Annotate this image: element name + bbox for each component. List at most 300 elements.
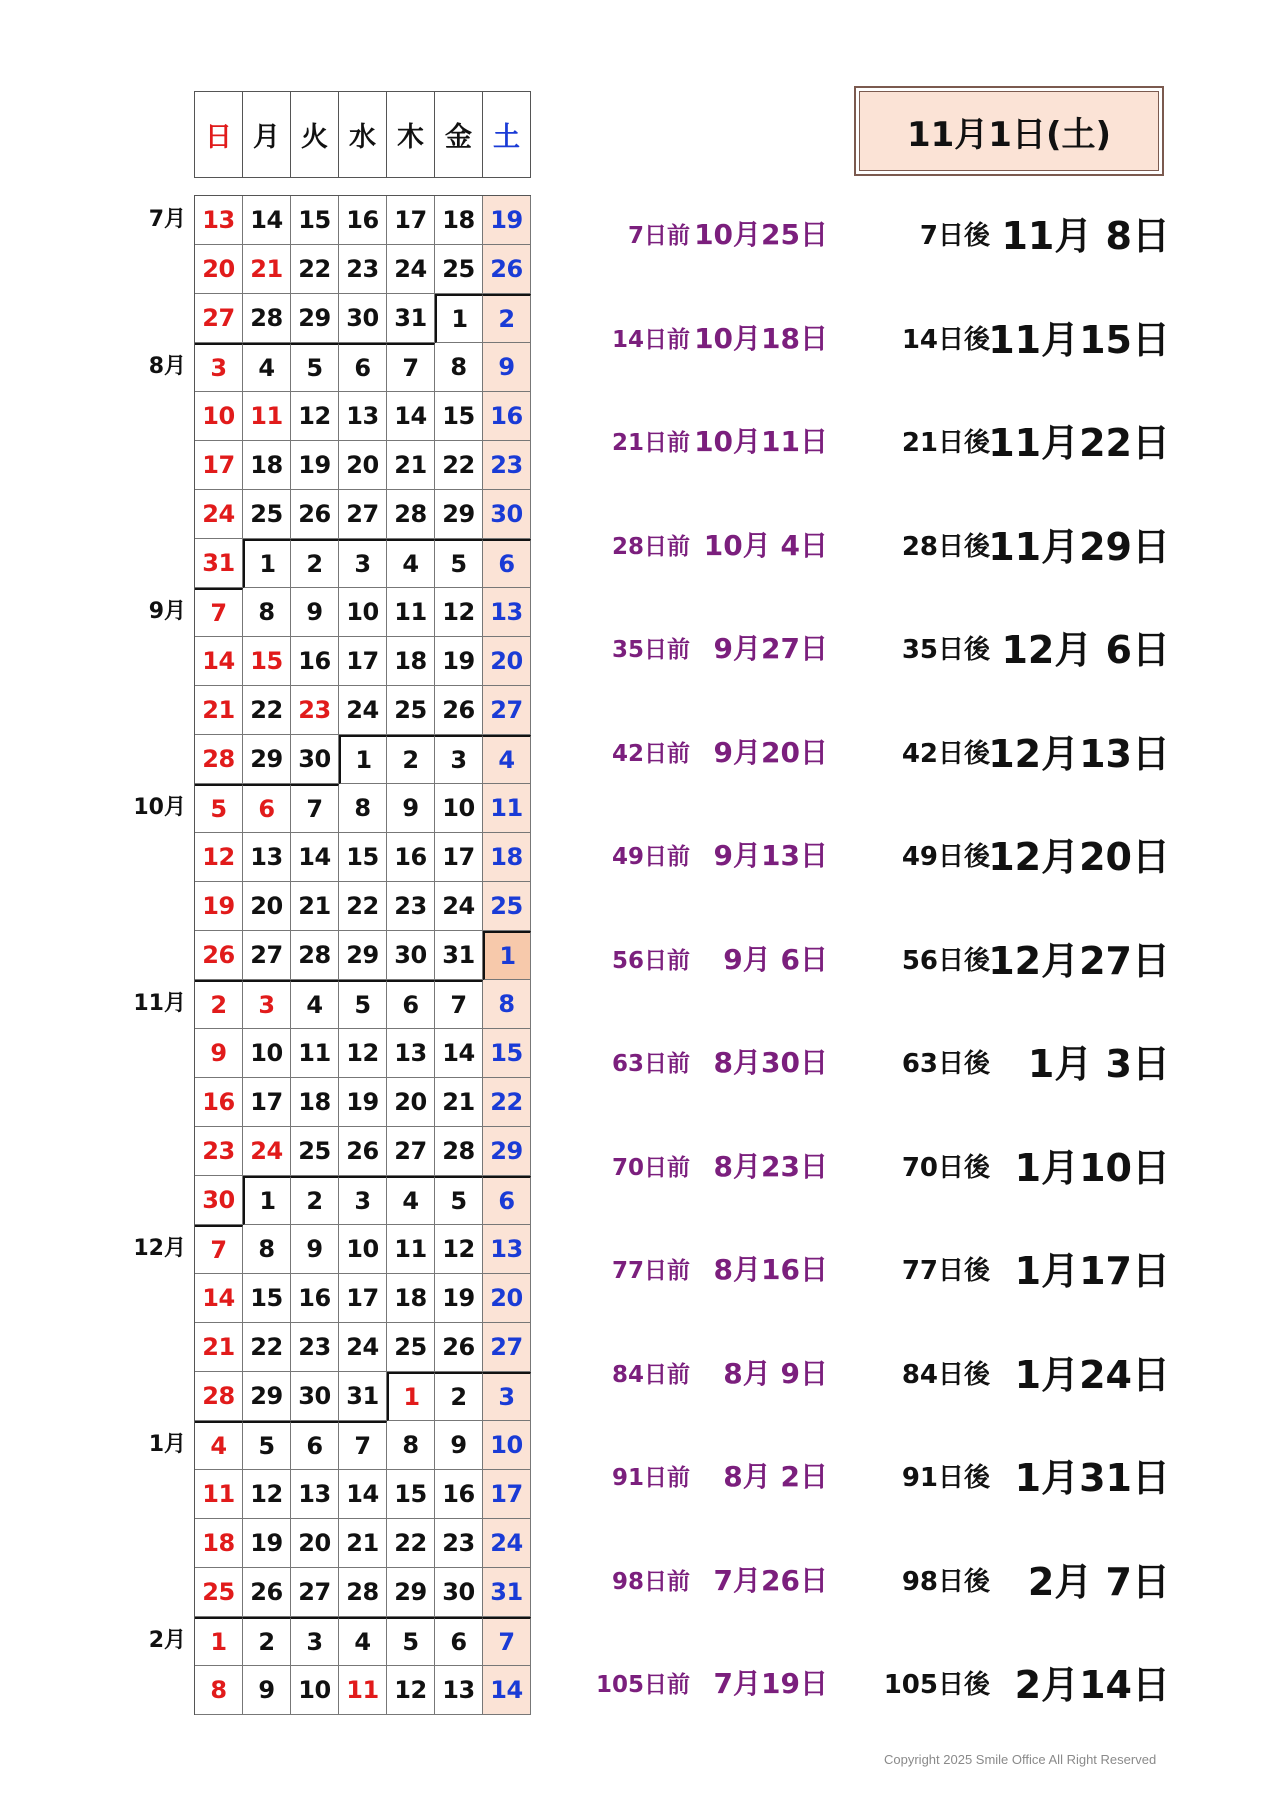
calendar-day: 3 [483, 1372, 531, 1421]
after-label: 98日後 [901, 1566, 990, 1597]
calendar-day: 19 [195, 882, 243, 931]
offset-row [0, 516, 1280, 569]
calendar-day: 11 [387, 588, 435, 637]
calendar-day: 22 [243, 686, 291, 735]
calendar-day: 10 [435, 784, 483, 833]
calendar-day: 4 [483, 735, 531, 784]
calendar-day: 25 [435, 245, 483, 294]
before-label: 84日前 [611, 1361, 690, 1388]
calendar-day: 9 [195, 1029, 243, 1078]
calendar-day: 20 [339, 441, 387, 490]
calendar-day: 23 [435, 1519, 483, 1568]
calendar-day: 31 [435, 931, 483, 980]
calendar-day: 10 [339, 588, 387, 637]
calendar-day: 8 [243, 1225, 291, 1274]
after-label: 70日後 [901, 1152, 990, 1183]
calendar-day: 20 [387, 1078, 435, 1127]
weekday-header-cell: 月 [243, 92, 291, 178]
calendar-day: 27 [387, 1127, 435, 1176]
calendar-day: 11 [339, 1666, 387, 1715]
before-date: 10月25日 [694, 218, 828, 251]
calendar-day: 16 [435, 1470, 483, 1519]
before-date: 9月 6日 [723, 942, 828, 976]
calendar-day: 26 [243, 1568, 291, 1617]
offset-row [0, 205, 1280, 258]
calendar-day: 27 [195, 294, 243, 343]
before-date: 9月20日 [713, 735, 828, 769]
calendar-day: 17 [387, 196, 435, 245]
calendar-day: 23 [291, 686, 339, 735]
after-date: 12月 6日 [1001, 628, 1170, 672]
calendar-day: 19 [339, 1078, 387, 1127]
calendar-day: 14 [387, 392, 435, 441]
calendar-day: 29 [483, 1127, 531, 1176]
calendar-day: 1 [483, 931, 531, 980]
calendar-day: 12 [435, 1225, 483, 1274]
calendar-day: 28 [195, 735, 243, 784]
calendar-day: 14 [243, 196, 291, 245]
calendar-day: 30 [435, 1568, 483, 1617]
month-label: 7月 [148, 207, 186, 232]
calendar-day: 5 [291, 343, 339, 392]
after-date: 1月17日 [1014, 1249, 1170, 1293]
target-date-text: 11月1日(土) [859, 91, 1159, 171]
calendar-day: 16 [195, 1078, 243, 1127]
calendar-day: 5 [387, 1617, 435, 1666]
calendar-day: 12 [291, 392, 339, 441]
calendar-day: 28 [195, 1372, 243, 1421]
calendar-day: 12 [435, 588, 483, 637]
calendar-day: 12 [387, 1666, 435, 1715]
calendar-day: 14 [435, 1029, 483, 1078]
calendar-day: 2 [243, 1617, 291, 1666]
calendar-day: 30 [387, 931, 435, 980]
calendar-day: 14 [195, 1274, 243, 1323]
offset-row [0, 1240, 1280, 1293]
calendar-day: 5 [195, 784, 243, 833]
weekday-header-cell: 水 [339, 92, 387, 178]
calendar-day: 19 [435, 637, 483, 686]
calendar-day: 25 [291, 1127, 339, 1176]
offset-row [0, 309, 1280, 362]
after-label: 21日後 [901, 428, 990, 458]
before-label: 70日前 [611, 1154, 690, 1181]
calendar-day: 18 [483, 833, 531, 882]
calendar-day: 11 [483, 784, 531, 833]
calendar-day: 22 [243, 1323, 291, 1372]
after-date: 11月 8日 [1001, 214, 1170, 258]
calendar-day: 20 [195, 245, 243, 294]
calendar-day: 3 [339, 539, 387, 588]
month-label: 10月 [133, 795, 186, 820]
offset-row [0, 1137, 1280, 1190]
calendar-day: 3 [195, 343, 243, 392]
calendar-day: 16 [291, 1274, 339, 1323]
calendar-day: 25 [387, 686, 435, 735]
calendar-day: 24 [339, 686, 387, 735]
offset-row [0, 1551, 1280, 1604]
calendar-day: 2 [387, 735, 435, 784]
month-label: 12月 [133, 1236, 186, 1261]
before-date: 8月 2日 [723, 1460, 828, 1493]
calendar-day: 27 [483, 1323, 531, 1372]
calendar-day: 15 [243, 1274, 291, 1323]
calendar-day: 20 [483, 1274, 531, 1323]
calendar-day: 2 [483, 294, 531, 343]
calendar-day: 4 [291, 980, 339, 1029]
before-date: 7月19日 [713, 1667, 828, 1700]
calendar-day: 9 [291, 588, 339, 637]
calendar-day: 27 [291, 1568, 339, 1617]
calendar-day: 15 [483, 1029, 531, 1078]
calendar-day: 29 [435, 490, 483, 539]
offset-row [0, 619, 1280, 672]
calendar-day: 8 [243, 588, 291, 637]
calendar-day: 30 [291, 1372, 339, 1421]
calendar-day: 18 [243, 441, 291, 490]
calendar-day: 25 [195, 1568, 243, 1617]
calendar-day: 22 [291, 245, 339, 294]
calendar-day: 28 [387, 490, 435, 539]
calendar-day: 19 [435, 1274, 483, 1323]
calendar-day: 17 [339, 1274, 387, 1323]
calendar-day: 18 [387, 637, 435, 686]
after-label: 105日後 [883, 1670, 990, 1700]
calendar-day: 30 [291, 735, 339, 784]
calendar-day: 1 [387, 1372, 435, 1421]
calendar-day: 2 [435, 1372, 483, 1421]
offset-row [0, 826, 1280, 879]
calendar-day: 7 [339, 1421, 387, 1470]
after-label: 14日後 [901, 324, 990, 355]
calendar-day: 7 [195, 588, 243, 637]
after-label: 91日後 [901, 1463, 990, 1493]
calendar-day: 5 [243, 1421, 291, 1470]
calendar-day: 17 [435, 833, 483, 882]
before-date: 9月27日 [713, 632, 828, 665]
calendar-day: 12 [195, 833, 243, 882]
calendar-day: 31 [387, 294, 435, 343]
after-date: 1月31日 [1014, 1456, 1170, 1500]
calendar-day: 10 [195, 392, 243, 441]
offset-row [0, 1447, 1280, 1500]
calendar-day: 11 [243, 392, 291, 441]
after-date: 1月24日 [1014, 1352, 1170, 1397]
month-label: 11月 [133, 991, 186, 1016]
after-label: 7日後 [919, 221, 990, 251]
before-label: 105日前 [595, 1672, 690, 1698]
after-label: 56日後 [901, 945, 990, 976]
calendar-day: 27 [483, 686, 531, 735]
calendar-day: 6 [243, 784, 291, 833]
calendar-day: 15 [243, 637, 291, 686]
calendar-day: 30 [195, 1176, 243, 1225]
before-date: 10月 4日 [703, 528, 828, 562]
before-date: 10月11日 [694, 425, 828, 458]
calendar-day: 10 [339, 1225, 387, 1274]
calendar-day: 1 [243, 1176, 291, 1225]
calendar-day: 20 [291, 1519, 339, 1568]
calendar-day: 29 [387, 1568, 435, 1617]
calendar-day: 8 [483, 980, 531, 1029]
calendar-day: 21 [243, 245, 291, 294]
after-date: 1月 3日 [1027, 1042, 1170, 1086]
calendar-day: 1 [243, 539, 291, 588]
after-label: 63日後 [901, 1049, 990, 1079]
calendar-day: 24 [243, 1127, 291, 1176]
calendar-day: 15 [339, 833, 387, 882]
calendar-day: 25 [243, 490, 291, 539]
calendar-day: 14 [195, 637, 243, 686]
calendar-day: 4 [339, 1617, 387, 1666]
calendar-day: 18 [435, 196, 483, 245]
calendar-day: 25 [387, 1323, 435, 1372]
calendar-day: 31 [339, 1372, 387, 1421]
before-date: 8月23日 [713, 1149, 828, 1183]
calendar-day: 26 [339, 1127, 387, 1176]
calendar-day: 21 [339, 1519, 387, 1568]
calendar-day: 18 [387, 1274, 435, 1323]
calendar-day: 29 [243, 735, 291, 784]
after-label: 42日後 [901, 738, 990, 769]
before-label: 91日前 [611, 1465, 690, 1491]
calendar-day: 21 [435, 1078, 483, 1127]
calendar-day: 27 [339, 490, 387, 539]
calendar-day: 3 [291, 1617, 339, 1666]
calendar-day: 23 [483, 441, 531, 490]
calendar-day: 15 [387, 1470, 435, 1519]
calendar-day: 9 [483, 343, 531, 392]
before-date: 7月26日 [713, 1563, 828, 1597]
calendar-day: 19 [243, 1519, 291, 1568]
offset-row [0, 1654, 1280, 1707]
calendar-day: 7 [483, 1617, 531, 1666]
calendar-day: 9 [435, 1421, 483, 1470]
before-label: 63日前 [611, 1051, 690, 1077]
calendar-day: 13 [387, 1029, 435, 1078]
calendar-day: 4 [387, 539, 435, 588]
calendar-day: 3 [339, 1176, 387, 1225]
calendar-day: 30 [483, 490, 531, 539]
calendar-day: 24 [435, 882, 483, 931]
before-label: 21日前 [611, 430, 690, 456]
calendar-day: 15 [291, 196, 339, 245]
after-label: 35日後 [901, 635, 990, 665]
calendar-day: 5 [435, 539, 483, 588]
calendar-day: 26 [435, 686, 483, 735]
calendar-day: 13 [291, 1470, 339, 1519]
calendar-day: 5 [339, 980, 387, 1029]
calendar-day: 29 [339, 931, 387, 980]
calendar-day: 8 [387, 1421, 435, 1470]
offset-row [0, 1033, 1280, 1086]
calendar-day: 28 [291, 931, 339, 980]
calendar-day: 4 [243, 343, 291, 392]
target-date-box [854, 86, 1164, 176]
month-label: 1月 [148, 1432, 186, 1457]
before-label: 28日前 [611, 533, 690, 560]
calendar-day: 22 [339, 882, 387, 931]
calendar-day: 10 [291, 1666, 339, 1715]
calendar-day: 19 [483, 196, 531, 245]
calendar-day: 10 [243, 1029, 291, 1078]
month-label: 8月 [148, 354, 186, 379]
calendar-day: 4 [387, 1176, 435, 1225]
weekday-header-cell: 木 [387, 92, 435, 178]
calendar-day: 7 [387, 343, 435, 392]
calendar-day: 8 [339, 784, 387, 833]
calendar-day: 26 [435, 1323, 483, 1372]
calendar-day: 8 [195, 1666, 243, 1715]
calendar-day: 6 [339, 343, 387, 392]
calendar-day: 14 [483, 1666, 531, 1715]
after-date: 12月27日 [988, 938, 1170, 983]
weekday-header-cell: 火 [291, 92, 339, 178]
calendar-day: 9 [387, 784, 435, 833]
calendar-day: 28 [339, 1568, 387, 1617]
calendar-day: 12 [339, 1029, 387, 1078]
before-label: 77日前 [611, 1258, 690, 1284]
before-label: 56日前 [611, 947, 690, 974]
calendar-day: 6 [291, 1421, 339, 1470]
before-label: 42日前 [611, 740, 690, 767]
calendar-day: 23 [195, 1127, 243, 1176]
calendar-day: 2 [195, 980, 243, 1029]
calendar-day: 16 [387, 833, 435, 882]
calendar-day: 22 [483, 1078, 531, 1127]
calendar-day: 20 [483, 637, 531, 686]
copyright-text: Copyright 2025 Smile Office All Right Reserved [884, 1752, 1157, 1767]
calendar-day: 23 [339, 245, 387, 294]
after-date: 2月14日 [1014, 1663, 1170, 1707]
after-label: 77日後 [901, 1256, 990, 1286]
calendar-day: 31 [195, 539, 243, 588]
calendar-day: 26 [291, 490, 339, 539]
calendar-day: 11 [195, 1470, 243, 1519]
calendar-day: 4 [195, 1421, 243, 1470]
calendar-day: 17 [339, 637, 387, 686]
calendar-day: 21 [195, 686, 243, 735]
calendar-day: 12 [243, 1470, 291, 1519]
calendar-day: 16 [483, 392, 531, 441]
calendar-day: 7 [195, 1225, 243, 1274]
weekday-header-cell: 金 [435, 92, 483, 178]
calendar-day: 17 [243, 1078, 291, 1127]
calendar-day: 14 [339, 1470, 387, 1519]
calendar-day: 11 [387, 1225, 435, 1274]
calendar-day: 31 [483, 1568, 531, 1617]
calendar-day: 19 [291, 441, 339, 490]
calendar-day: 3 [243, 980, 291, 1029]
weekday-header-cell: 日 [195, 92, 243, 178]
calendar-day: 29 [243, 1372, 291, 1421]
calendar-day: 9 [291, 1225, 339, 1274]
calendar-day: 5 [435, 1176, 483, 1225]
after-date: 11月15日 [988, 317, 1170, 362]
before-label: 7日前 [627, 223, 690, 249]
calendar-day: 13 [243, 833, 291, 882]
calendar-day: 16 [291, 637, 339, 686]
before-date: 8月 9日 [723, 1356, 828, 1390]
after-date: 2月 7日 [1027, 1559, 1170, 1604]
calendar-day: 7 [435, 980, 483, 1029]
calendar-day: 6 [483, 1176, 531, 1225]
calendar-day: 26 [483, 245, 531, 294]
offset-row [0, 723, 1280, 776]
calendar-day: 30 [339, 294, 387, 343]
calendar-day: 24 [387, 245, 435, 294]
calendar-day: 18 [195, 1519, 243, 1568]
calendar-day: 10 [483, 1421, 531, 1470]
offset-row [0, 930, 1280, 983]
before-label: 14日前 [611, 326, 690, 353]
month-label: 9月 [148, 599, 186, 624]
after-date: 1月10日 [1014, 1145, 1170, 1190]
calendar-day: 24 [339, 1323, 387, 1372]
calendar-day: 28 [435, 1127, 483, 1176]
weekday-header-cell: 土 [483, 92, 531, 178]
after-label: 28日後 [901, 531, 990, 562]
month-label: 2月 [148, 1628, 186, 1653]
calendar-day: 16 [339, 196, 387, 245]
calendar-day: 8 [435, 343, 483, 392]
calendar-day: 18 [291, 1078, 339, 1127]
after-date: 11月29日 [988, 524, 1170, 569]
calendar-day: 24 [483, 1519, 531, 1568]
calendar-day: 11 [291, 1029, 339, 1078]
calendar-day: 25 [483, 882, 531, 931]
before-date: 9月13日 [713, 839, 828, 872]
calendar-day: 21 [195, 1323, 243, 1372]
calendar-day: 26 [195, 931, 243, 980]
after-label: 49日後 [901, 842, 990, 872]
calendar-day: 13 [483, 588, 531, 637]
calendar-day: 1 [339, 735, 387, 784]
calendar-day: 2 [291, 1176, 339, 1225]
calendar-day: 3 [435, 735, 483, 784]
before-date: 8月30日 [713, 1046, 828, 1079]
calendar-day: 6 [483, 539, 531, 588]
after-date: 12月20日 [988, 835, 1170, 879]
before-label: 35日前 [611, 637, 690, 663]
calendar-day: 21 [291, 882, 339, 931]
calendar-day: 13 [435, 1666, 483, 1715]
calendar-day: 14 [291, 833, 339, 882]
before-date: 10月18日 [694, 321, 828, 355]
calendar-day: 20 [243, 882, 291, 931]
weekday-header [194, 91, 531, 178]
calendar-day: 21 [387, 441, 435, 490]
after-date: 11月22日 [988, 421, 1170, 465]
calendar-day: 1 [195, 1617, 243, 1666]
calendar-day: 27 [243, 931, 291, 980]
calendar-day: 6 [387, 980, 435, 1029]
calendar-day: 7 [291, 784, 339, 833]
before-label: 98日前 [611, 1568, 690, 1595]
calendar-day: 24 [195, 490, 243, 539]
calendar-day: 23 [291, 1323, 339, 1372]
calendar-day: 28 [243, 294, 291, 343]
calendar-day: 29 [291, 294, 339, 343]
after-label: 84日後 [901, 1359, 990, 1390]
calendar-day: 13 [195, 196, 243, 245]
calendar-day: 9 [243, 1666, 291, 1715]
calendar-day: 17 [195, 441, 243, 490]
before-label: 49日前 [611, 844, 690, 870]
calendar-day: 15 [435, 392, 483, 441]
calendar-day: 13 [483, 1225, 531, 1274]
calendar-day: 13 [339, 392, 387, 441]
